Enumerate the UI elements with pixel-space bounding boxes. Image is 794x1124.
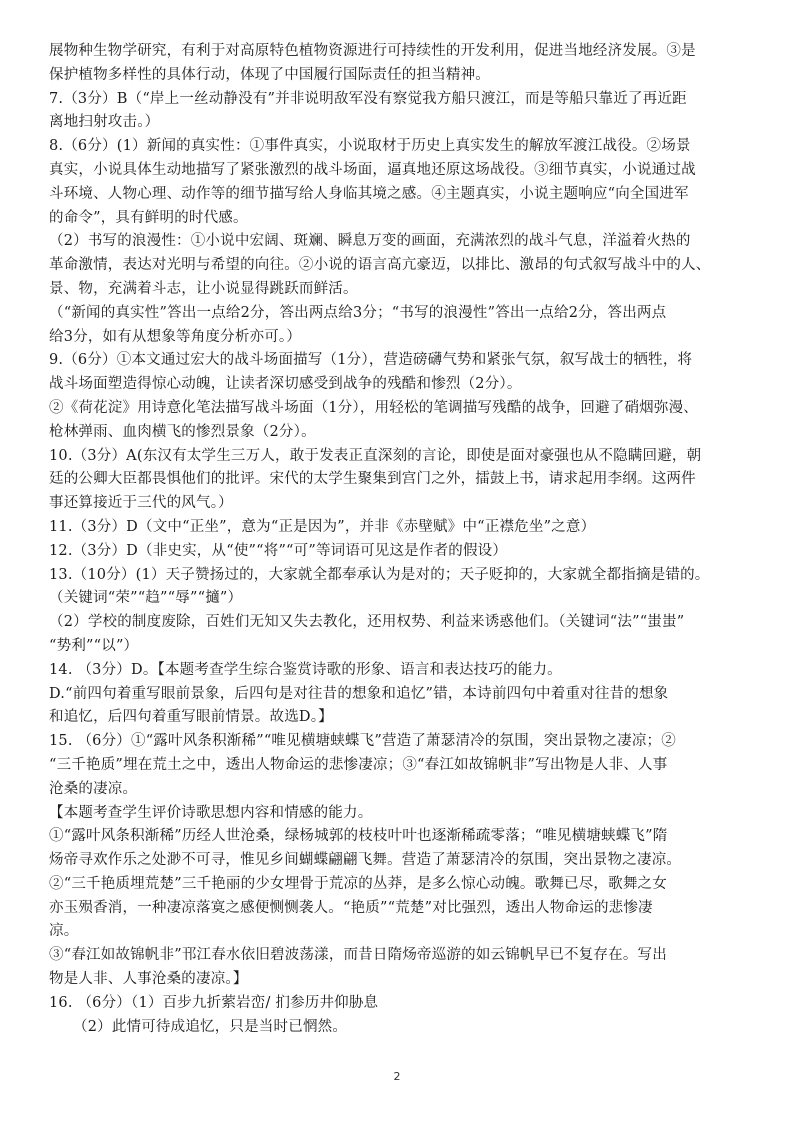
text-line: （2）学校的制度废除，百姓们无知又失去教化，还用权势、利益来诱惑他们。（关键词“法”“蚩蚩” <box>49 614 685 631</box>
text-line: D.“前四句着重写眼前景象，后四句是对往昔的想象和追忆”错，本诗前四句中着重对往昔的想象 <box>49 685 669 702</box>
text-line: ②“三千艳质埋荒楚”三千艳丽的少女埋骨于荒凉的丛莽，是多么惊心动魄。歌舞已尽，歌舞之女 <box>49 875 667 892</box>
text-line: 11.（3分）D（文中“正坐”，意为“正是因为”，并非《赤壁赋》中“正襟危坐”之意） <box>49 518 596 535</box>
text-line: （2）此情可待成追忆，只是当时已惘然。 <box>73 1018 348 1035</box>
text-line: 景、物，充满着斗志，让小说显得跳跃而鲜活。 <box>49 280 358 297</box>
text-line: 10.（3分）A(东汉有太学生三万人，敢于发表正直深刻的言论，即使是面对豪强也从不隐瞒回避，朝 <box>49 447 702 464</box>
text-line: 14. （3分）D。【本题考查学生综合鉴赏诗歌的形象、语言和表达技巧的能力。 <box>49 661 562 678</box>
text-line: 亦玉殒香消，一种凄凉落寞之感便恻恻袭人。“艳质”“荒楚”对比强烈，透出人物命运的悲惨凄 <box>49 899 653 916</box>
text-line: 沧桑的凄凉。 <box>49 780 138 797</box>
text-line: ②《荷花淀》用诗意化笔法描写战斗场面（1分），用轻松的笔调描写残酷的战争，回避了硝烟弥漫、 <box>49 399 698 416</box>
text-line: 展物种生物学研究，有利于对高原特色植物资源进行可持续性的开发利用，促进当地经济发展。③是 <box>49 43 696 59</box>
text-line: 枪林弹雨、血肉横飞的惨烈景象（2分）。 <box>49 423 316 440</box>
text-line: 给3分，如有从想象等角度分析亦可。） <box>49 328 302 345</box>
text-line: 15. （6分）①“露叶风条积渐稀”“唯见横塘蛱蝶飞”营造了萧瑟清冷的氛围，突出景物之凄凉；② <box>49 733 676 750</box>
text-line: （关键词“荣”“趋”“辱”“擿”） <box>49 590 243 607</box>
text-line: “三千艳质”埋在荒土之中，透出人物命运的悲惨凄凉；③“春江如故锦帆非”写出物是人非、人事 <box>49 756 668 773</box>
text-line: 物是人非、人事沧桑的凄凉。】 <box>49 971 248 988</box>
text-line: ①“露叶风条积渐稀”历经人世沧桑，绿杨城郭的枝枝叶叶也逐渐稀疏零落；“唯见横塘蛱蝶飞”隋 <box>49 828 668 845</box>
text-line: 16. （6分）（1）百步九折萦岩峦/ 扪参历井仰胁息 <box>49 994 379 1011</box>
text-line: 7.（3分）B（“岸上一丝动静没有”并非说明敌军没有察觉我方船只渡江，而是等船只靠近了再近距 <box>49 90 687 107</box>
text-line: ③“春江如故锦帆非”邗江春水依旧碧波荡漾，而昔日隋炀帝巡游的如云锦帆早已不复存在。写出 <box>49 947 667 964</box>
text-line: 保护植物多样性的具体行动，体现了中国履行国际责任的担当精神。 <box>49 66 490 83</box>
text-line: 【本题考查学生评价诗歌思想内容和情感的能力。 <box>49 804 373 821</box>
text-line: （“新闻的真实性”答出一点给2分，答出两点给3分；“书写的浪漫性”答出一点给2分，答出两点 <box>49 304 667 321</box>
text-line: 战斗场面塑造得惊心动魄，让读者深切感受到战争的残酷和惨烈（2分）。 <box>49 376 522 393</box>
text-line: 廷的公卿大臣都畏惧他们的批评。宋代的太学生聚集到宫门之外，擂鼓上书，请求起用李纲。这两件 <box>49 471 696 488</box>
text-line: 的命令”，具有鲜明的时代感。 <box>49 209 248 226</box>
text-line: 斗环境、人物心理、动作等的细节描写给人身临其境之感。④主题真实，小说主题响应“向全国进军 <box>49 185 689 202</box>
page-number: 2 <box>393 1070 401 1083</box>
text-line: 革命激情，表达对光明与希望的向往。②小说的语言高亢豪迈，以排比、激昂的句式叙写战斗中的人、 <box>49 257 711 274</box>
text-line: 凉。 <box>49 923 79 940</box>
text-line: 事还算接近于三代的风气。） <box>49 495 233 512</box>
text-line: 炀帝寻欢作乐之处渺不可寻，惟见乡间蝴蝶翩翩飞舞。营造了萧瑟清冷的氛围，突出景物之凄凉。 <box>49 852 682 869</box>
text-line: “势利”“以”） <box>49 637 139 654</box>
text-line: 12.（3分）D（非史实，从“使”“将”“可”等词语可见这是作者的假设） <box>49 542 508 559</box>
text-line: 9.（6分）①本文通过宏大的战斗场面描写（1分），营造磅礴气势和紧张气氛，叙写战士的牺牲，将 <box>49 352 693 369</box>
text-line: （2）书写的浪漫性：①小说中宏阔、斑斓、瞬息万变的画面，充满浓烈的战斗气息，洋溢着火热的 <box>49 233 691 250</box>
text-line: 真实，小说具体生动地描写了紧张激烈的战斗场面，逼真地还原这场战役。③细节真实，小说通过战 <box>49 161 696 178</box>
text-line: 离地扫射攻击。） <box>49 114 160 131</box>
text-line: 13.（10分）(1）天子赞扬过的，大家就全都奉承认为是对的；天子贬抑的，大家就全都指摘是错的。 <box>49 566 710 583</box>
answer-text-body <box>49 40 749 1039</box>
text-line: 8.（6分）(1）新闻的真实性：①事件真实，小说取材于历史上真实发生的解放军渡江战役。②场景 <box>49 138 691 155</box>
text-line: 和追忆，后四句着重写眼前情景。故选D。】 <box>49 709 333 726</box>
